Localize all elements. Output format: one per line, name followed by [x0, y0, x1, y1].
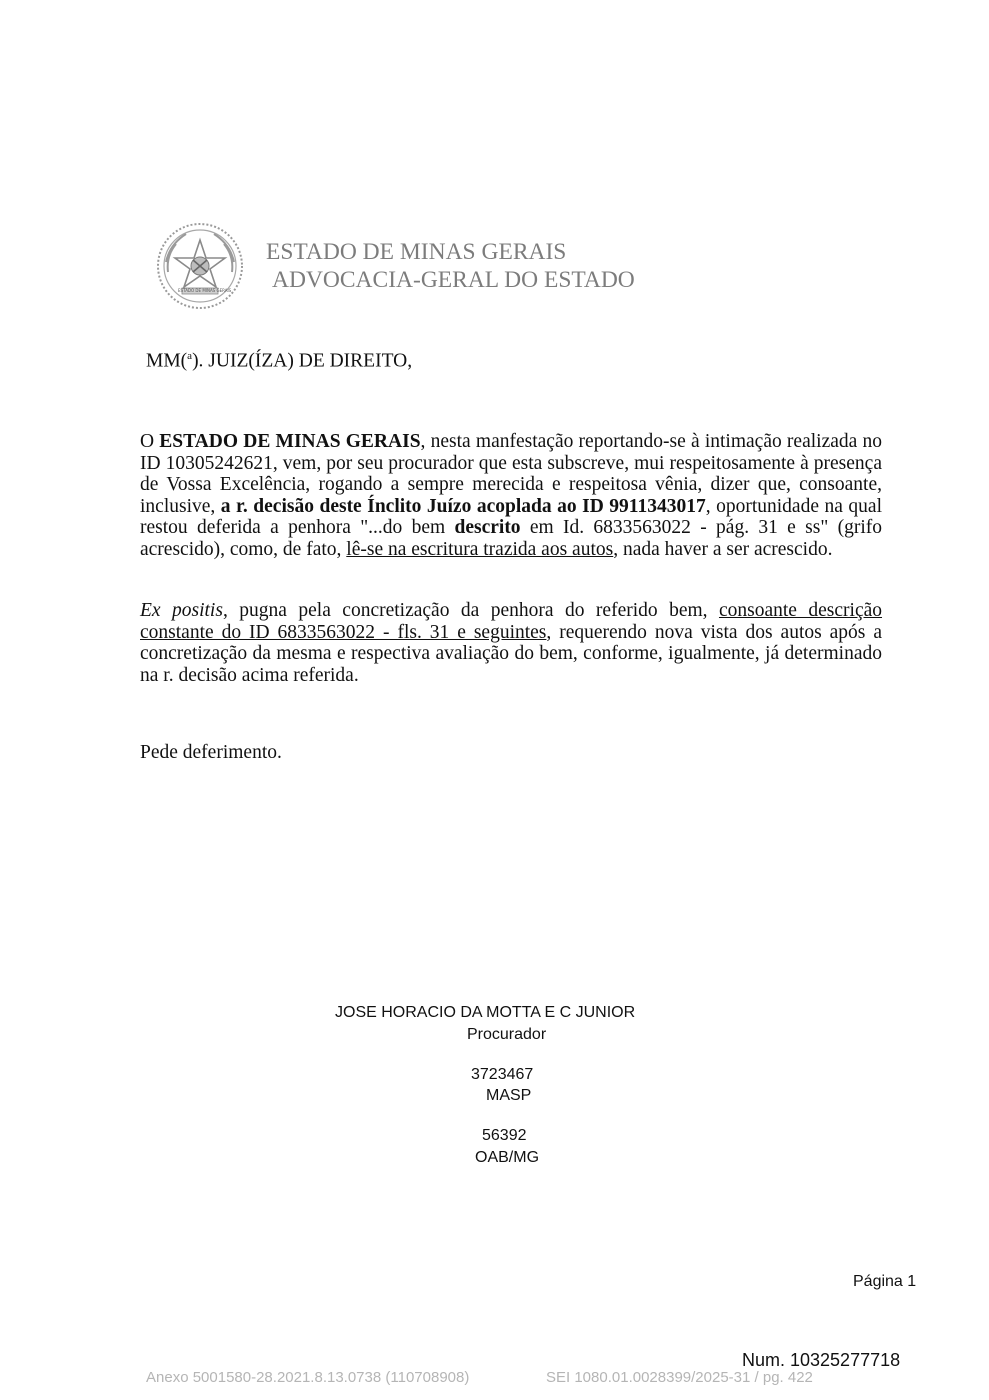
document-number: Num. 10325277718 — [742, 1350, 901, 1370]
page-number: Página 1 — [853, 1273, 917, 1290]
footer-sei: SEI 1080.01.0028399/2025-31 / pg. 422 — [546, 1369, 813, 1386]
oab-number: 56392 — [482, 1127, 527, 1144]
bold-state-name: ESTADO DE MINAS GERAIS — [159, 431, 421, 452]
bold-decision-ref: a r. decisão deste Ínclito Juízo acoplada ao ID 9911343017 — [220, 495, 706, 517]
paragraph-request: Ex positis, pugna pela concretização da penhora do referido bem, consoante descrição constante do ID 6833563022 - fls. 31 e seguintes, requerendo nova vista dos autos após a concretização da mesma e respectiva avaliação do bem, conforme, igualmente, já determinado na r. decisão acima referida. — [140, 600, 883, 686]
signer-role: Procurador — [467, 1026, 547, 1043]
letterhead-agency: ADVOCACIA-GERAL DO ESTADO — [272, 267, 635, 293]
letterhead-state: ESTADO DE MINAS GERAIS — [266, 239, 567, 265]
paragraph-main: O ESTADO DE MINAS GERAIS, nesta manfestação reportando-se à intimação realizada no ID 10305242621, vem, por seu procurador que esta subscreve, mui respeitosamente à presença de Vossa Excelência, rogando a sempre merecida e respeitosa vênia, dizer que, consoante, inclusive, a r. decisão deste Ínclito Juízo acoplada ao ID 9911343017, oportunidade na qual restou deferida a penhora "...do bem descrito em Id. 6833563022 - pág. 31 e ss" (grifo acrescido), como, de fato, lê-se na escritura trazida aos autos, nada haver a ser acrescido. — [140, 431, 883, 560]
underlined-escritura: lê-se na escritura trazida aos autos — [346, 538, 614, 560]
signer-name: JOSE HORACIO DA MOTTA E C JUNIOR — [335, 1004, 636, 1021]
bold-descrito: descrito — [454, 517, 521, 539]
closing-text: Pede deferimento. — [140, 742, 282, 763]
masp-label: MASP — [486, 1087, 532, 1104]
addressee: MM($^a$). JUIZ(ÍZA) DE DIREITO, — [146, 350, 413, 372]
seal-text: ESTADO DE MINAS GERAIS — [178, 288, 232, 293]
addressee-superscript: a — [187, 350, 193, 362]
coat-of-arms-seal-icon — [156, 222, 244, 310]
footer-annex: Anexo 5001580-28.2021.8.13.0738 (110708908) — [146, 1369, 470, 1386]
underlined-description-ref: consoante descrição constante do ID 6833563022 - fls. 31 e seguintes — [140, 600, 883, 643]
letterhead — [266, 238, 635, 294]
masp-number: 3723467 — [471, 1066, 534, 1083]
oab-label: OAB/MG — [475, 1149, 540, 1166]
italic-ex-positis: Ex positis — [140, 600, 223, 621]
